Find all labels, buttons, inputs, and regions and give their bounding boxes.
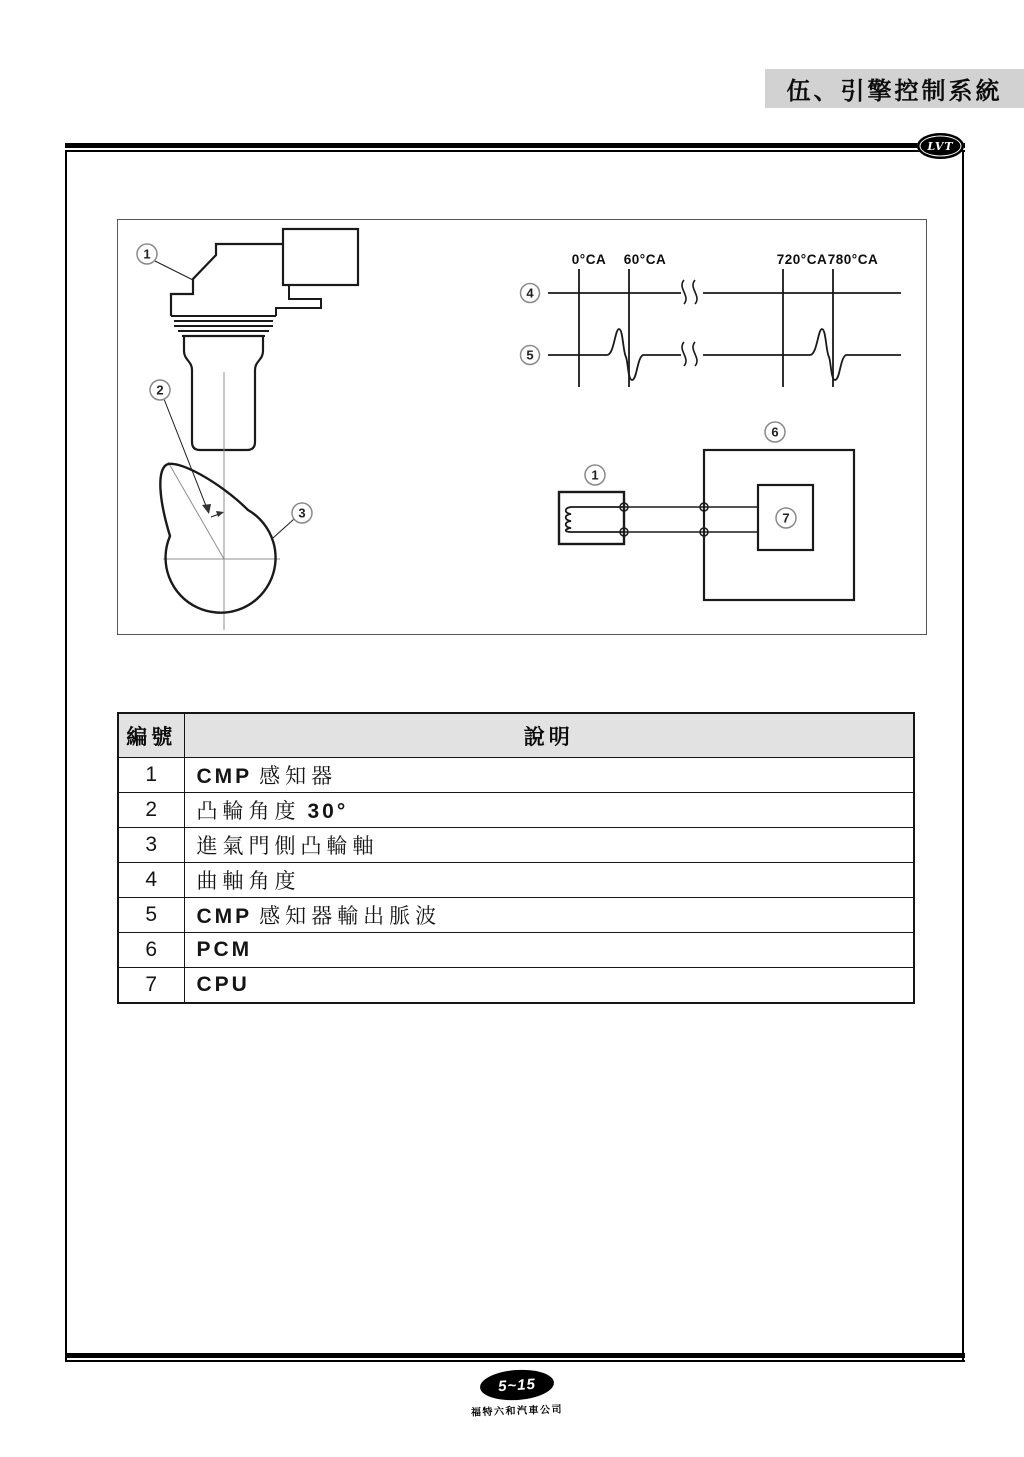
page-number: 5~15 <box>497 1375 537 1395</box>
callout1-leader <box>155 261 193 280</box>
cam-lobe-outline <box>160 464 275 613</box>
table-row <box>118 793 914 828</box>
row-number: 5 <box>118 898 184 933</box>
chapter-header-bar <box>765 69 1024 108</box>
row-number: 6 <box>118 933 184 968</box>
desc-latin: CMP <box>196 765 253 788</box>
row-number: 4 <box>118 863 184 898</box>
page-number-badge <box>479 1367 555 1402</box>
desc-text: 進氣門側凸輪軸 <box>196 835 379 858</box>
block-diagram <box>559 422 854 600</box>
cmp-output-waveform <box>548 329 901 380</box>
ca-label-780: 780°CA <box>827 252 879 267</box>
cmp-sensor-diagram <box>118 220 926 634</box>
cam-lobe-axis-line <box>168 462 224 559</box>
figure-panel <box>117 219 927 635</box>
axis-break-marks-top <box>682 280 697 304</box>
row-number: 3 <box>118 828 184 863</box>
callout2-leader <box>164 399 208 511</box>
callout-5: 5 <box>526 347 534 363</box>
desc-latin: PCM <box>196 938 253 961</box>
table-row <box>118 933 914 968</box>
axis-break-marks-bottom <box>682 342 697 366</box>
page-border-left <box>65 150 67 1362</box>
desc-latin: CPU <box>196 973 250 996</box>
table-row <box>118 898 914 933</box>
sensor-head-outline <box>171 244 283 316</box>
header-number: 編號 <box>118 713 184 758</box>
ca-label-60: 60°CA <box>623 252 667 267</box>
crank-angle-gridlines <box>579 269 833 387</box>
callout-4: 4 <box>526 285 534 301</box>
callout3-leader <box>273 519 294 538</box>
wiring-lines <box>624 507 758 532</box>
waveform-chart <box>521 252 902 387</box>
angle-arrowhead <box>202 504 211 514</box>
table-row <box>118 863 914 898</box>
header-description: 說明 <box>184 713 914 758</box>
page-border-right <box>962 150 964 1362</box>
sensor-connector-box <box>283 229 358 285</box>
desc-latin: 30° <box>307 800 349 823</box>
page-border-bottom-inner <box>65 1360 965 1362</box>
legend-header-row <box>118 713 914 758</box>
desc-latin <box>301 870 308 893</box>
callout-7: 7 <box>782 510 790 526</box>
publisher-logo-badge <box>917 133 964 159</box>
legend-table <box>117 712 915 1004</box>
desc-text: 感知器 <box>259 765 338 788</box>
desc-latin <box>379 835 386 858</box>
page-border-bottom <box>65 1353 965 1358</box>
table-row <box>118 968 914 1004</box>
callout-1b: 1 <box>591 467 599 483</box>
footer-imprint-text: 福特六和汽車公司 <box>470 1404 564 1419</box>
sensor-flange-outline <box>276 285 321 316</box>
callout-1: 1 <box>143 246 151 262</box>
table-row <box>118 828 914 863</box>
table-row <box>118 758 914 793</box>
sensor-oring-grooves <box>171 316 276 336</box>
chapter-title: 伍、引擎控制系統 <box>786 78 1003 105</box>
row-number: 1 <box>118 758 184 793</box>
sensor-drawing <box>137 229 358 630</box>
sensor-box <box>559 492 624 544</box>
callout-3: 3 <box>298 505 306 521</box>
callout-6: 6 <box>771 424 779 440</box>
row-number: 2 <box>118 793 184 828</box>
angle-arrowhead-2 <box>216 511 224 517</box>
ca-label-0: 0°CA <box>571 252 607 267</box>
desc-latin: CMP <box>196 905 253 928</box>
desc-text: 凸輪角度 <box>196 800 301 823</box>
desc-text: 感知器輸出脈波 <box>259 905 442 928</box>
page-border-top-inner <box>65 150 965 152</box>
page-border-top <box>65 143 965 148</box>
sensor-coil-symbol <box>566 507 623 532</box>
callout-2: 2 <box>156 382 164 398</box>
desc-text: 曲軸角度 <box>196 870 301 893</box>
row-number: 7 <box>118 968 184 1004</box>
ca-label-720: 720°CA <box>776 252 828 267</box>
publisher-logo-text: LVT <box>927 139 954 153</box>
